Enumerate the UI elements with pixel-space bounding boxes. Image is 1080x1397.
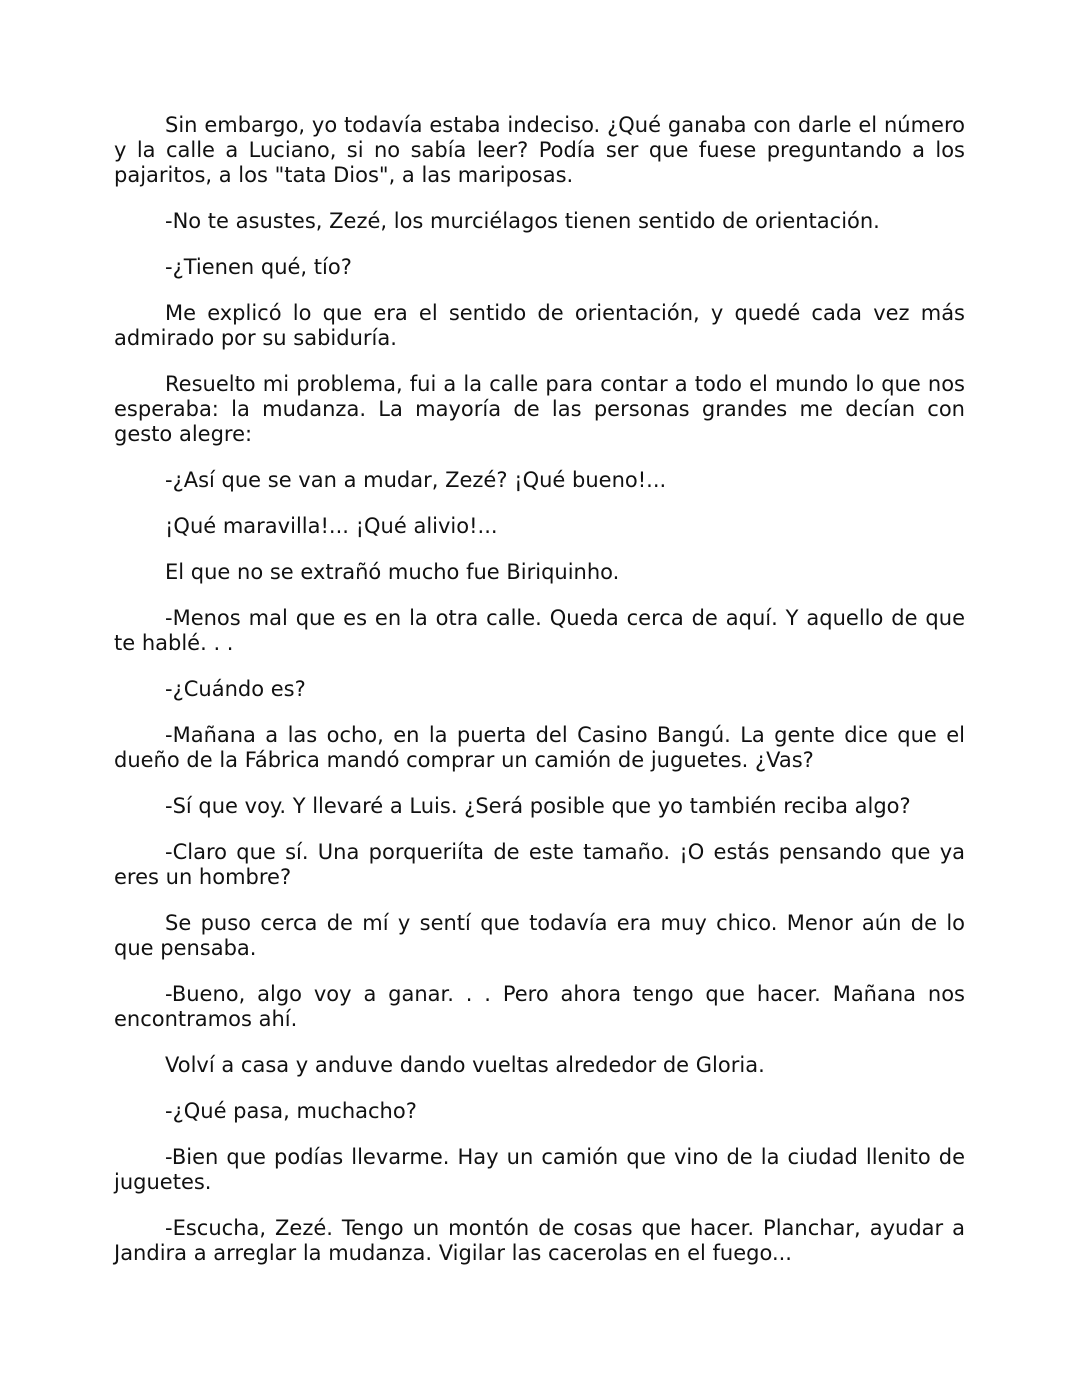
paragraph: -Menos mal que es en la otra calle. Queda cerca de aquí. Y aquello de que te hablé. . .: [114, 606, 965, 655]
paragraph: Sin embargo, yo todavía estaba indeciso. ¿Qué ganaba con darle el número y la calle a Luciano, si no sabía leer? Podía ser que fuese preguntando a los pajaritos, a los "tata Dios", a las mariposas.: [114, 113, 965, 187]
paragraph: -¿Así que se van a mudar, Zezé? ¡Qué bueno!...: [165, 468, 667, 492]
paragraph: -Escucha, Zezé. Tengo un montón de cosas que hacer. Planchar, ayudar a Jandira a arreglar la mudanza. Vigilar las cacerolas en el fuego...: [114, 1216, 965, 1265]
paragraph: -Sí que voy. Y llevaré a Luis. ¿Será posible que yo también reciba algo?: [165, 794, 911, 818]
document-page: [114, 113, 965, 1287]
paragraph: ¡Qué maravilla!... ¡Qué alivio!...: [165, 514, 498, 538]
paragraph: Resuelto mi problema, fui a la calle para contar a todo el mundo lo que nos esperaba: la mudanza. La mayoría de las personas grandes me decían con gesto alegre:: [114, 372, 965, 446]
paragraph: -Mañana a las ocho, en la puerta del Casino Bangú. La gente dice que el dueño de la Fábrica mandó comprar un camión de juguetes. ¿Vas?: [114, 723, 965, 772]
paragraph: -Bueno, algo voy a ganar. . . Pero ahora tengo que hacer. Mañana nos encontramos ahí.: [114, 982, 965, 1031]
paragraph: -Claro que sí. Una porqueriíta de este tamaño. ¡O estás pensando que ya eres un hombre?: [114, 840, 965, 889]
paragraph: Me explicó lo que era el sentido de orientación, y quedé cada vez más admirado por su sabiduría.: [114, 301, 965, 350]
paragraph: -¿Qué pasa, muchacho?: [165, 1099, 417, 1123]
paragraph: Volví a casa y anduve dando vueltas alrededor de Gloria.: [165, 1053, 765, 1077]
paragraph: -Bien que podías llevarme. Hay un camión que vino de la ciudad llenito de juguetes.: [114, 1145, 965, 1194]
paragraph: -No te asustes, Zezé, los murciélagos tienen sentido de orientación.: [165, 209, 880, 233]
paragraph: El que no se extrañó mucho fue Biriquinho.: [165, 560, 620, 584]
paragraph: Se puso cerca de mí y sentí que todavía era muy chico. Menor aún de lo que pensaba.: [114, 911, 965, 960]
paragraph: -¿Tienen qué, tío?: [165, 255, 352, 279]
paragraph: -¿Cuándo es?: [165, 677, 306, 701]
